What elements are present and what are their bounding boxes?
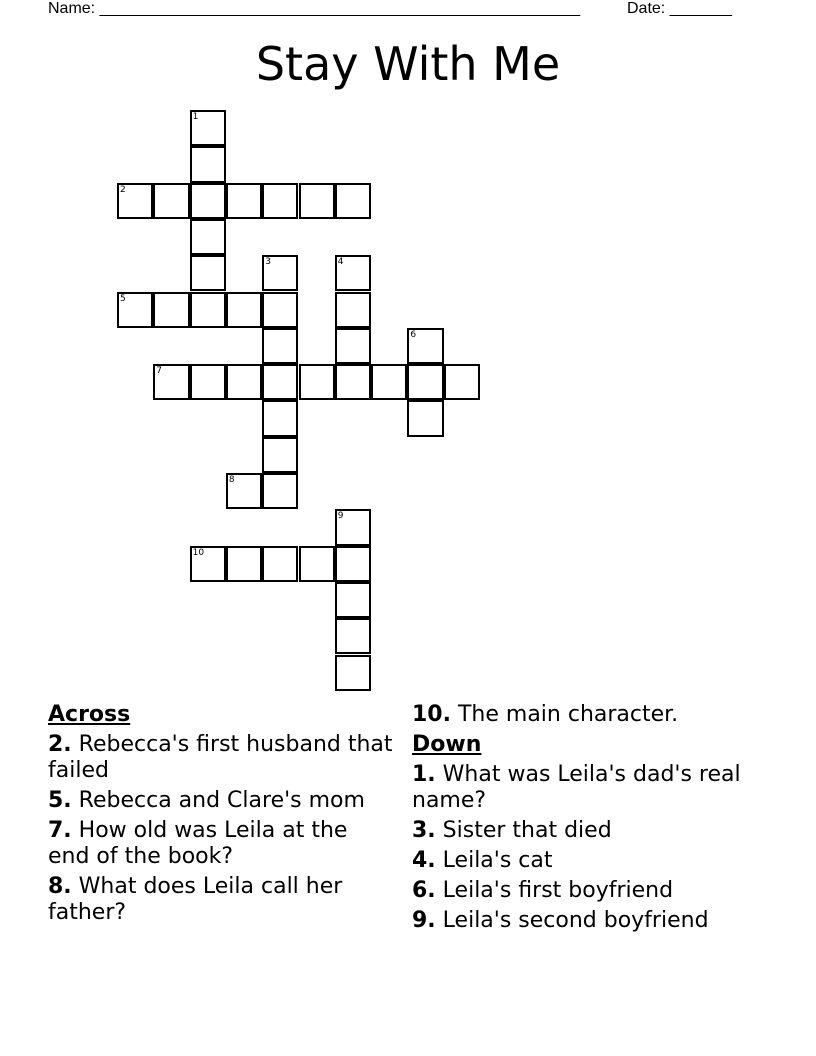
clue-text: Leila's first boyfriend bbox=[442, 878, 674, 903]
clue-down-1 bbox=[412, 762, 772, 814]
clue-across-5 bbox=[48, 788, 393, 814]
clue-text: Rebecca and Clare's mom bbox=[78, 788, 365, 813]
crossword-cell[interactable] bbox=[117, 292, 153, 328]
crossword-cell[interactable] bbox=[262, 292, 298, 328]
clue-across-2 bbox=[48, 732, 393, 784]
crossword-cell[interactable] bbox=[190, 110, 226, 146]
cell-number: 8 bbox=[228, 475, 235, 485]
crossword-cell[interactable] bbox=[335, 292, 371, 328]
cell-number: 6 bbox=[410, 329, 417, 340]
crossword-cell[interactable] bbox=[190, 183, 226, 219]
crossword-cell[interactable] bbox=[262, 400, 298, 436]
crossword-cell[interactable] bbox=[444, 364, 480, 400]
clue-text: How old was Leila at the end of the book? bbox=[48, 818, 348, 869]
crossword-cell[interactable] bbox=[299, 364, 335, 400]
crossword-cell[interactable] bbox=[262, 546, 298, 582]
crossword-cell[interactable] bbox=[117, 183, 153, 219]
clues-right-column bbox=[412, 702, 772, 938]
cell-number: 4 bbox=[337, 257, 344, 268]
crossword-cell[interactable] bbox=[335, 546, 371, 582]
crossword-cell[interactable] bbox=[190, 546, 226, 582]
crossword-cell[interactable] bbox=[335, 183, 371, 219]
crossword-cell[interactable] bbox=[190, 255, 226, 291]
crossword-cell[interactable] bbox=[299, 546, 335, 582]
clue-down-3 bbox=[412, 818, 772, 844]
clue-number: 5. bbox=[48, 788, 72, 813]
crossword-cell[interactable] bbox=[407, 328, 443, 364]
crossword-cell[interactable] bbox=[335, 582, 371, 618]
crossword-cell[interactable] bbox=[262, 364, 298, 400]
crossword-cell[interactable] bbox=[153, 364, 189, 400]
crossword-cell[interactable] bbox=[226, 183, 262, 219]
clue-text: Rebecca's first husband that failed bbox=[48, 732, 393, 783]
crossword-cell[interactable] bbox=[299, 183, 335, 219]
cell-number: 9 bbox=[337, 511, 344, 522]
crossword-cell[interactable] bbox=[335, 618, 371, 654]
crossword-cell[interactable] bbox=[335, 655, 371, 691]
cell-number: 7 bbox=[156, 366, 163, 377]
clue-down-9 bbox=[412, 908, 772, 934]
crossword-cell[interactable] bbox=[262, 255, 298, 291]
crossword-cell[interactable] bbox=[371, 364, 407, 400]
across-heading: Across bbox=[48, 702, 131, 727]
clue-text: Leila's second boyfriend bbox=[442, 908, 709, 933]
crossword-cell[interactable] bbox=[407, 364, 443, 400]
clue-number: 9. bbox=[412, 908, 436, 933]
crossword-cell[interactable] bbox=[335, 255, 371, 291]
clue-text: Sister that died bbox=[442, 818, 612, 843]
date-field-label[interactable]: Date: _______ bbox=[627, 0, 732, 17]
crossword-cell[interactable] bbox=[262, 473, 298, 509]
crossword-cell[interactable] bbox=[226, 292, 262, 328]
clue-number: 1. bbox=[412, 762, 436, 787]
cell-number: 10 bbox=[192, 547, 205, 558]
crossword-cell[interactable] bbox=[190, 219, 226, 255]
clue-text: What was Leila's dad's real name? bbox=[412, 762, 741, 813]
crossword-cell[interactable] bbox=[262, 183, 298, 219]
crossword-cell[interactable] bbox=[153, 183, 189, 219]
crossword-cell[interactable] bbox=[153, 292, 189, 328]
crossword-cell[interactable] bbox=[335, 509, 371, 545]
clue-down-4 bbox=[412, 848, 772, 874]
clue-across-7 bbox=[48, 818, 393, 870]
cell-number: 2 bbox=[120, 184, 126, 195]
name-field-label[interactable]: Name: ______________________________________________________ bbox=[48, 0, 581, 17]
crossword-cell[interactable] bbox=[226, 473, 262, 509]
clues-left-column bbox=[48, 702, 393, 930]
cell-number: 5 bbox=[120, 293, 126, 304]
crossword-cell[interactable] bbox=[226, 364, 262, 400]
clue-number: 4. bbox=[412, 848, 436, 873]
clue-across-8 bbox=[48, 874, 393, 926]
clue-number: 2. bbox=[48, 732, 72, 757]
clue-number: 6. bbox=[412, 878, 436, 903]
clue-number: 8. bbox=[48, 874, 72, 899]
cell-number: 1 bbox=[192, 112, 199, 122]
clue-text: The main character. bbox=[457, 702, 679, 727]
cell-number: 3 bbox=[265, 257, 271, 268]
crossword-cell[interactable] bbox=[190, 292, 226, 328]
down-heading: Down bbox=[412, 732, 482, 757]
crossword-cell[interactable] bbox=[226, 546, 262, 582]
crossword-cell[interactable] bbox=[190, 364, 226, 400]
clue-number: 10. bbox=[412, 702, 451, 727]
crossword-cell[interactable] bbox=[335, 328, 371, 364]
crossword-cell[interactable] bbox=[407, 400, 443, 436]
crossword-cell[interactable] bbox=[262, 328, 298, 364]
puzzle-title: Stay With Me bbox=[255, 37, 561, 91]
crossword-cell[interactable] bbox=[262, 437, 298, 473]
clue-text: What does Leila call her father? bbox=[48, 874, 343, 925]
clue-number: 3. bbox=[412, 818, 436, 843]
clue-number: 7. bbox=[48, 818, 72, 843]
clue-across-10 bbox=[412, 702, 772, 728]
crossword-cell[interactable] bbox=[335, 364, 371, 400]
clue-down-6 bbox=[412, 878, 772, 904]
clue-text: Leila's cat bbox=[442, 848, 553, 873]
crossword-cell[interactable] bbox=[190, 146, 226, 182]
